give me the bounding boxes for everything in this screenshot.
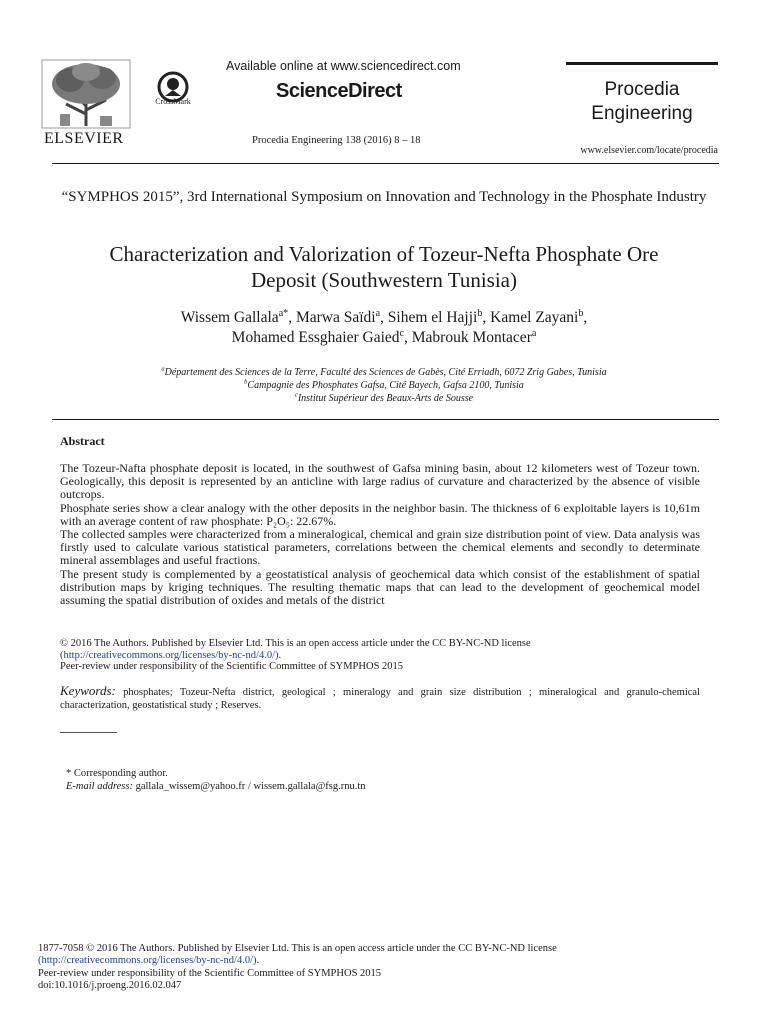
corresponding-author-label: * Corresponding author. bbox=[66, 768, 168, 779]
corresponding-author-footnote bbox=[66, 767, 365, 793]
affiliation-text: Campagnie des Phosphates Gafsa, Cité Bayech, Gafsa 2100, Tunisia bbox=[247, 380, 524, 391]
license-notice bbox=[60, 638, 700, 673]
copyright-footer bbox=[38, 943, 728, 993]
journal-title-line1: Procedia bbox=[604, 79, 680, 100]
affiliation-mark: c bbox=[294, 391, 298, 399]
affiliation-mark: b bbox=[244, 378, 248, 386]
author-line-2 bbox=[50, 328, 718, 348]
author-list bbox=[50, 308, 718, 348]
author-name: , Marwa Saïdi bbox=[288, 309, 376, 326]
author-affiliation-mark: b bbox=[477, 307, 483, 319]
keywords-text: phosphates; Tozeur-Nefta district, geological ; mineralogy and grain size distribution ; mineralogical and granulo-chemical characterization, geostatistical study ; Reserves. bbox=[60, 687, 700, 711]
footnote-divider bbox=[60, 732, 117, 733]
paper-title-line2: Deposit (Southwestern Tunisia) bbox=[250, 268, 517, 292]
crossmark-label: CrossMark bbox=[155, 97, 191, 106]
license-link-line bbox=[60, 650, 700, 662]
keywords bbox=[60, 685, 700, 712]
paper-title-line1: Characterization and Valorization of Tozeur-Nefta Phosphate Ore bbox=[109, 242, 659, 266]
license-link[interactable]: (http://creativecommons.org/licenses/by-nc-nd/4.0/) bbox=[60, 649, 279, 661]
affiliation-list bbox=[50, 366, 718, 405]
affiliation-text: Institut Supérieur des Beaux-Arts de Sousse bbox=[297, 393, 474, 404]
author-affiliation-mark: b bbox=[578, 307, 584, 319]
author-line-1 bbox=[50, 308, 718, 328]
abstract-paragraph: Phosphate series show a clear analogy with the other deposits in the neighbor basin. The thickness of 6 exploitable layers is 10,61m with an average content of raw phosphate: P₂O₅: 22.67%. bbox=[60, 500, 700, 528]
affiliation-text: Département des Sciences de la Terre, Faculté des Sciences de Gabès, Cité Erriadh, 6072 Zrig Gabes, Tunisia bbox=[164, 367, 607, 378]
footer-peer-review: Peer-review under responsibility of the Scientific Committee of SYMPHOS 2015 bbox=[38, 967, 382, 979]
author-affiliation-mark: c bbox=[399, 327, 405, 339]
doi[interactable]: doi:10.1016/j.proeng.2016.02.047 bbox=[38, 980, 182, 992]
abstract-heading: Abstract bbox=[60, 434, 105, 448]
peer-review-text: Peer-review under responsibility of the Scientific Committee of SYMPHOS 2015 bbox=[60, 661, 404, 673]
affiliation-item bbox=[50, 366, 718, 379]
license-link-punct: . bbox=[278, 649, 282, 661]
author-affiliation-mark: a* bbox=[278, 307, 289, 319]
header-divider bbox=[52, 163, 719, 164]
keywords-label: Keywords: bbox=[60, 683, 116, 698]
abstract-paragraph: The Tozeur-Nafta phosphate deposit is located, in the southwest of Gafsa mining basin, about 12 kilometers west of Tozeur town. Geologically, this deposit is represented by an anticline with large radius of curvature and characterized by the absence of visible outcrops. bbox=[60, 461, 700, 502]
available-online-text: Available online at www.sciencedirect.com bbox=[226, 59, 461, 73]
affiliation-item bbox=[50, 392, 718, 405]
conference-name: “SYMPHOS 2015”, 3rd International Symposium on Innovation and Technology in the Phosphate Industry bbox=[61, 189, 707, 205]
footer-link-punct: . bbox=[256, 955, 260, 967]
abstract-divider bbox=[52, 419, 719, 420]
journal-title bbox=[566, 78, 718, 126]
abstract-paragraph: The present study is complemented by a geostatistical analysis of geochemical data which consist of the establishment of spatial distribution maps by kriging techniques. The resulting thematic maps that can lead to the development of geochemical model assuming the spatial distribution of oxides and metals of the district bbox=[60, 566, 700, 608]
sciencedirect-logo[interactable]: ScienceDirect bbox=[276, 80, 402, 102]
publisher-name: ELSEVIER bbox=[44, 130, 124, 147]
author-name: , Sihem el Hajji bbox=[380, 309, 478, 326]
affiliation-item bbox=[50, 379, 718, 392]
journal-url[interactable]: www.elsevier.com/locate/procedia bbox=[580, 145, 718, 156]
author-name: Wissem Gallala bbox=[180, 309, 279, 326]
footer-license-link[interactable]: (http://creativecommons.org/licenses/by-nc-nd/4.0/) bbox=[38, 955, 257, 967]
author-name: Mohamed Essghaier Gaied bbox=[231, 329, 400, 346]
license-text: © 2016 The Authors. Published by Elsevier Ltd. This is an open access article under the CC BY-NC-ND license bbox=[60, 638, 531, 649]
author-affiliation-mark: a bbox=[375, 307, 381, 319]
paper-title bbox=[50, 241, 718, 293]
abstract-body bbox=[60, 462, 700, 607]
abstract-paragraph: The collected samples were characterized from a mineralogical, chemical and grain size distribution point of view. Data analysis was firstly used to calculate various statistical parameters, correlations between the chemical elements and secondly to determinate mineral assemblages and useful fractions. bbox=[60, 527, 700, 568]
email-line bbox=[66, 780, 365, 793]
email-label: E-mail address: bbox=[66, 781, 133, 792]
issn-copyright: 1877-7058 © 2016 The Authors. Published by Elsevier Ltd. This is an open access article under the CC BY-NC-ND license bbox=[38, 943, 557, 954]
affiliation-mark: a bbox=[161, 365, 165, 373]
email-addresses[interactable]: gallala_wissem@yahoo.fr / wissem.gallala@fsg.rnu.tn bbox=[132, 781, 366, 792]
footer-license-line bbox=[38, 955, 728, 967]
author-name: , Mabrouk Montacer bbox=[404, 329, 532, 346]
author-name: , Kamel Zayani bbox=[482, 309, 579, 326]
author-affiliation-mark: a bbox=[531, 327, 537, 339]
author-separator: , bbox=[583, 309, 588, 326]
journal-citation: Procedia Engineering 138 (2016) 8 – 18 bbox=[252, 135, 421, 146]
journal-title-line2: Engineering bbox=[591, 103, 693, 124]
